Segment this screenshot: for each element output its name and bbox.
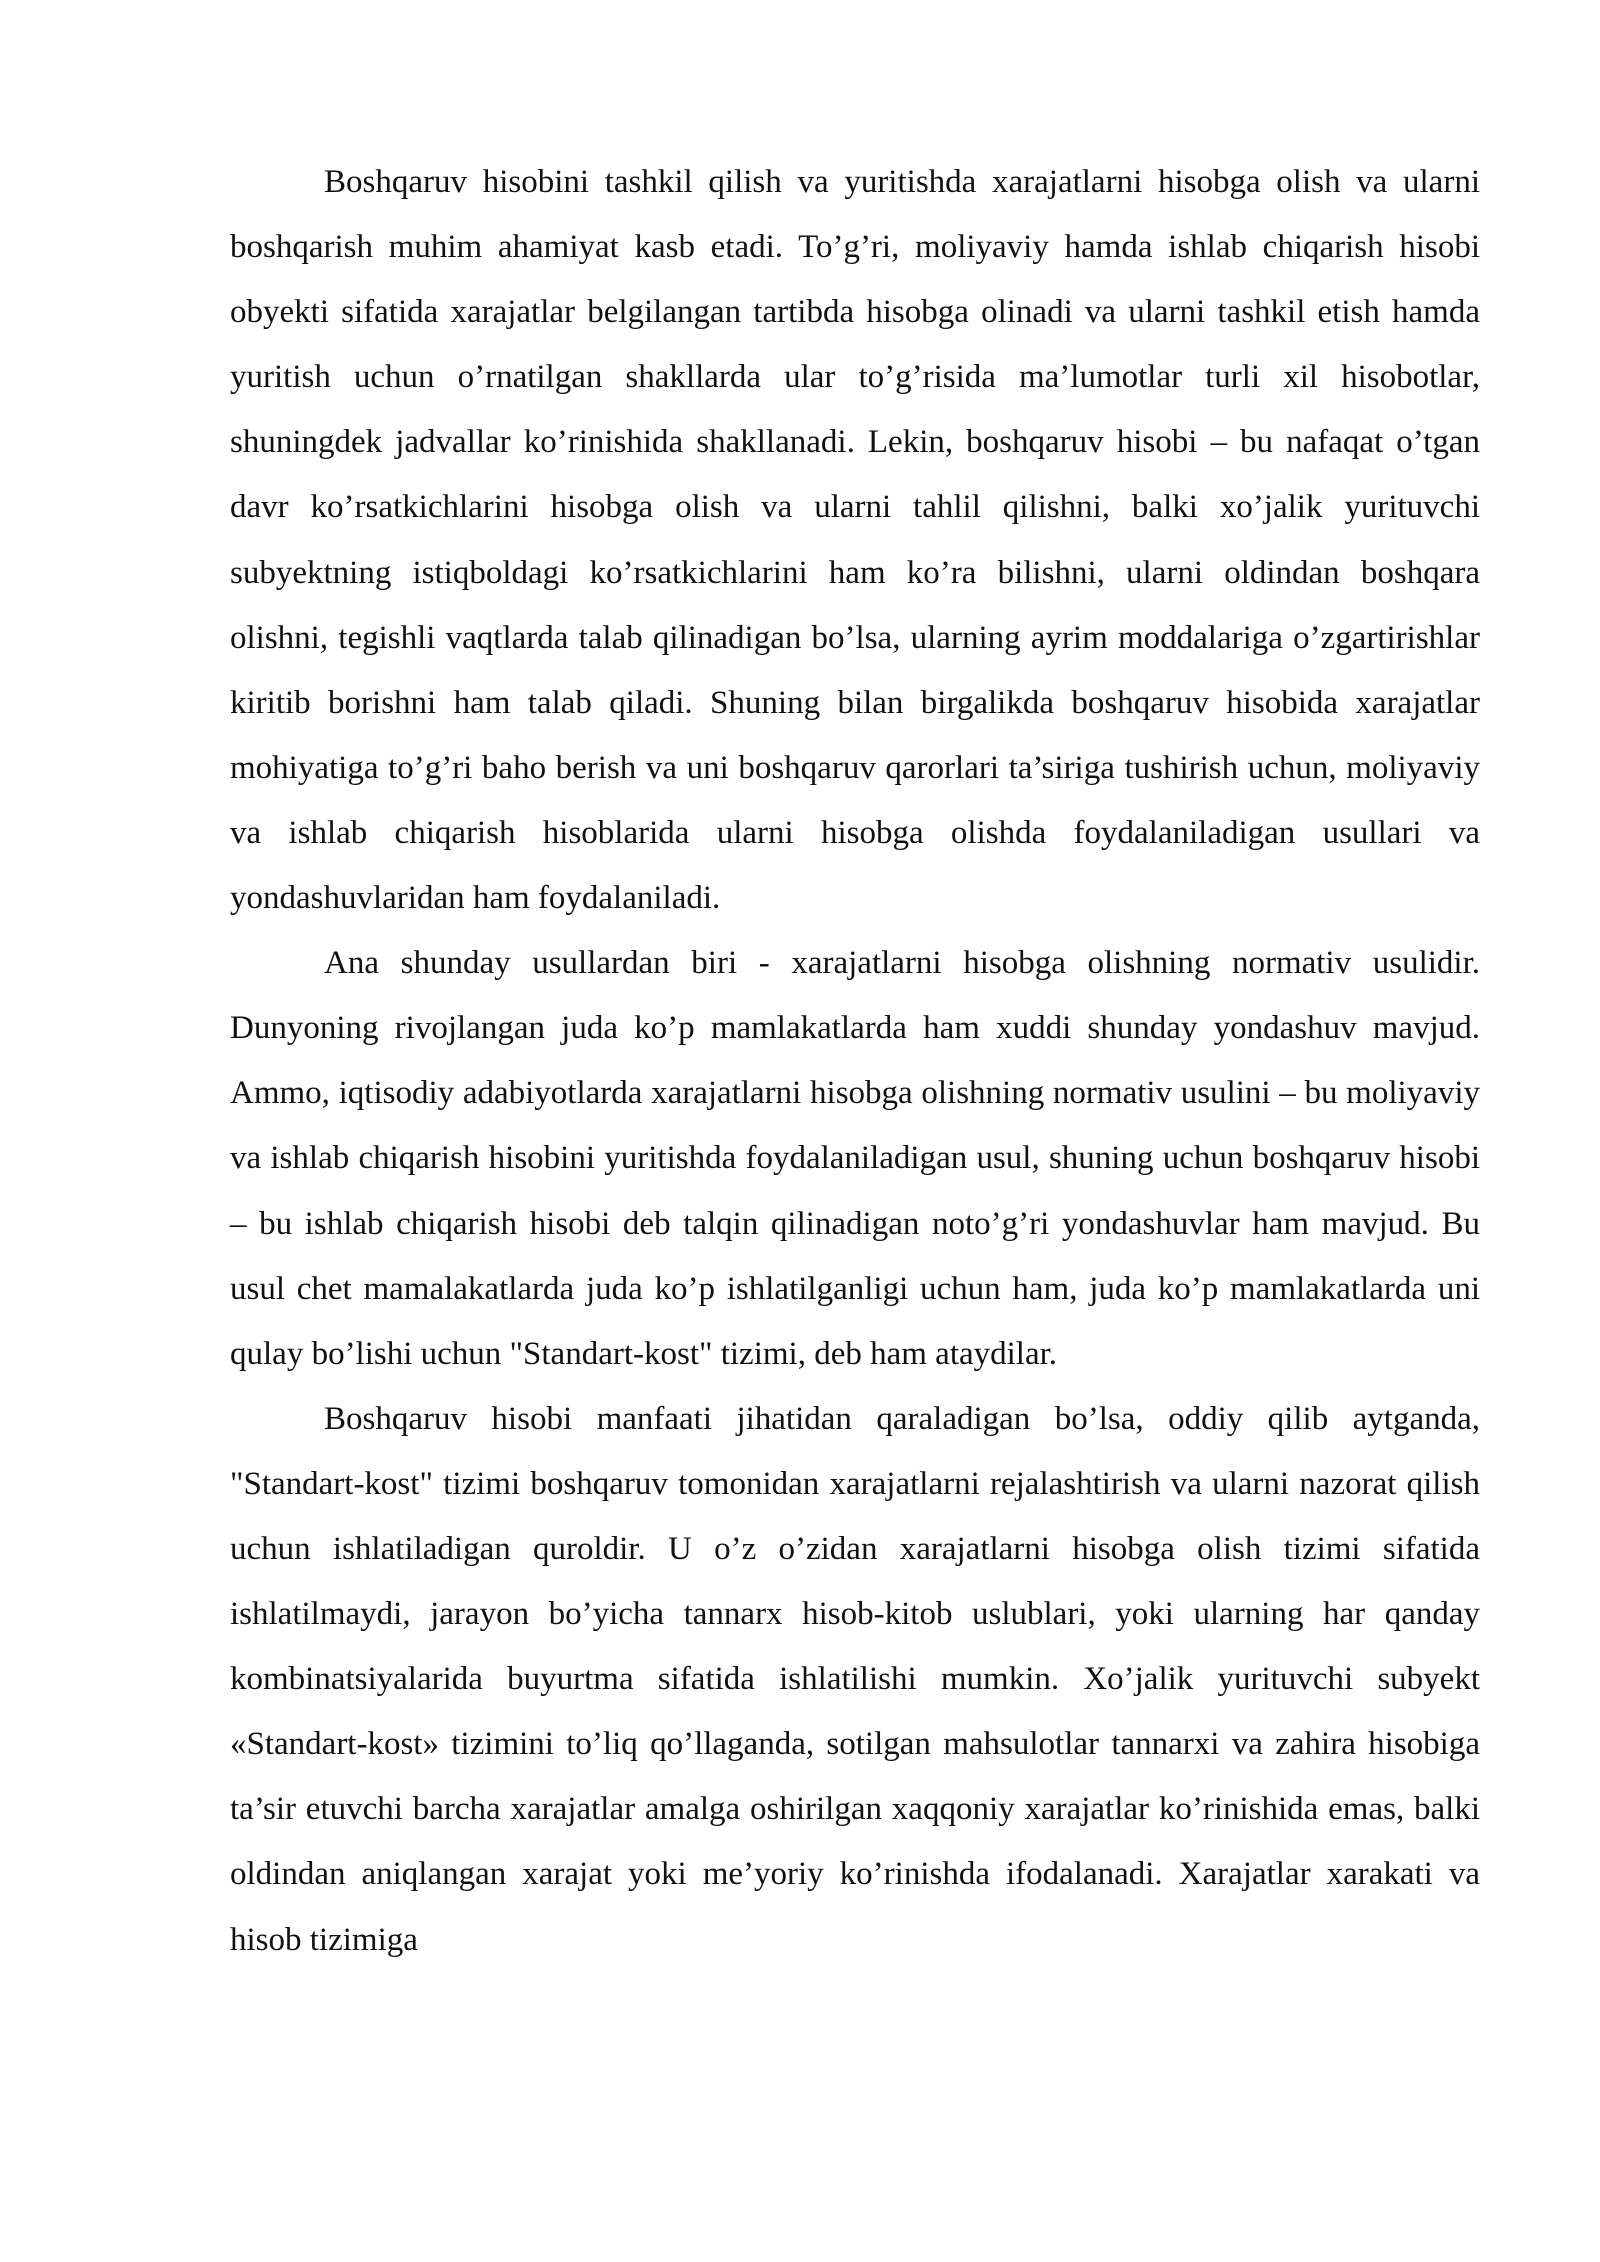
document-page bbox=[230, 150, 1480, 1973]
paragraph-2: Ana shunday usullardan biri - xarajatlarni hisobga olishning normativ usulidir. Dunyoning rivojlangan juda ko’p mamlakatlarda ham xuddi shunday yondashuv mavjud. Ammo, iqtisodiy adabiyotlarda xarajatlarni hisobga olishning normativ usulini – bu moliyaviy va ishlab chiqarish hisobini yuritishda foydalaniladigan usul, shuning uchun boshqaruv hisobi – bu ishlab chiqarish hisobi deb talqin qilinadigan noto’g’ri yondashuvlar ham mavjud. Bu usul chet mamalakatlarda juda ko’p ishlatilganligi uchun ham, juda ko’p mamlakatlarda uni qulay bo’lishi uchun "Standart-kost" tizimi, deb ham ataydilar. bbox=[230, 945, 1480, 1372]
paragraph-3: Boshqaruv hisobi manfaati jihatidan qaraladigan bo’lsa, oddiy qilib aytganda, "Standart-kost" tizimi boshqaruv tomonidan xarajatlarni rejalashtirish va ularni nazorat qilish uchun ishlatiladigan quroldir. U o’z o’zidan xarajatlarni hisobga olish tizimi sifatida ishlatilmaydi, jarayon bo’yicha tannarx hisob-kitob uslublari, yoki ularning har qanday kombinatsiyalarida buyurtma sifatida ishlatilishi mumkin. Xo’jalik yurituvchi subyekt «Standart-kost» tizimini to’liq qo’llaganda, sotilgan mahsulotlar tannarxi va zahira hisobiga ta’sir etuvchi barcha xarajatlar amalga oshirilgan xaqqoniy xarajatlar ko’rinishida emas, balki oldindan aniqlangan xarajat yoki me’yoriy ko’rinishda ifodalanadi. Xarajatlar xarakati va hisob tizimiga bbox=[230, 1400, 1480, 1958]
paragraph-1: Boshqaruv hisobini tashkil qilish va yuritishda xarajatlarni hisobga olish va ularni boshqarish muhim ahamiyat kasb etadi. To’g’ri, moliyaviy hamda ishlab chiqarish hisobi obyekti sifatida xarajatlar belgilangan tartibda hisobga olinadi va ularni tashkil etish hamda yuritish uchun o’rnatilgan shakllarda ular to’g’risida ma’lumotlar turli xil hisobotlar, shuningdek jadvallar ko’rinishida shakllanadi. Lekin, boshqaruv hisobi – bu nafaqat o’tgan davr ko’rsatkichlarini hisobga olish va ularni tahlil qilishni, balki xo’jalik yurituvchi subyektning istiqboldagi ko’rsatkichlarini ham ko’ra bilishni, ularni oldindan boshqara olishni, tegishli vaqtlarda talab qilinadigan bo’lsa, ularning ayrim moddalariga o’zgartirishlar kiritib borishni ham talab qiladi. Shuning bilan birgalikda boshqaruv hisobida xarajatlar mohiyatiga to’g’ri baho berish va uni boshqaruv qarorlari ta’siriga tushirish uchun, moliyaviy va ishlab chiqarish hisoblarida ularni hisobga olishda foydalaniladigan usullari va yondashuvlaridan ham foydalaniladi. bbox=[230, 164, 1480, 917]
